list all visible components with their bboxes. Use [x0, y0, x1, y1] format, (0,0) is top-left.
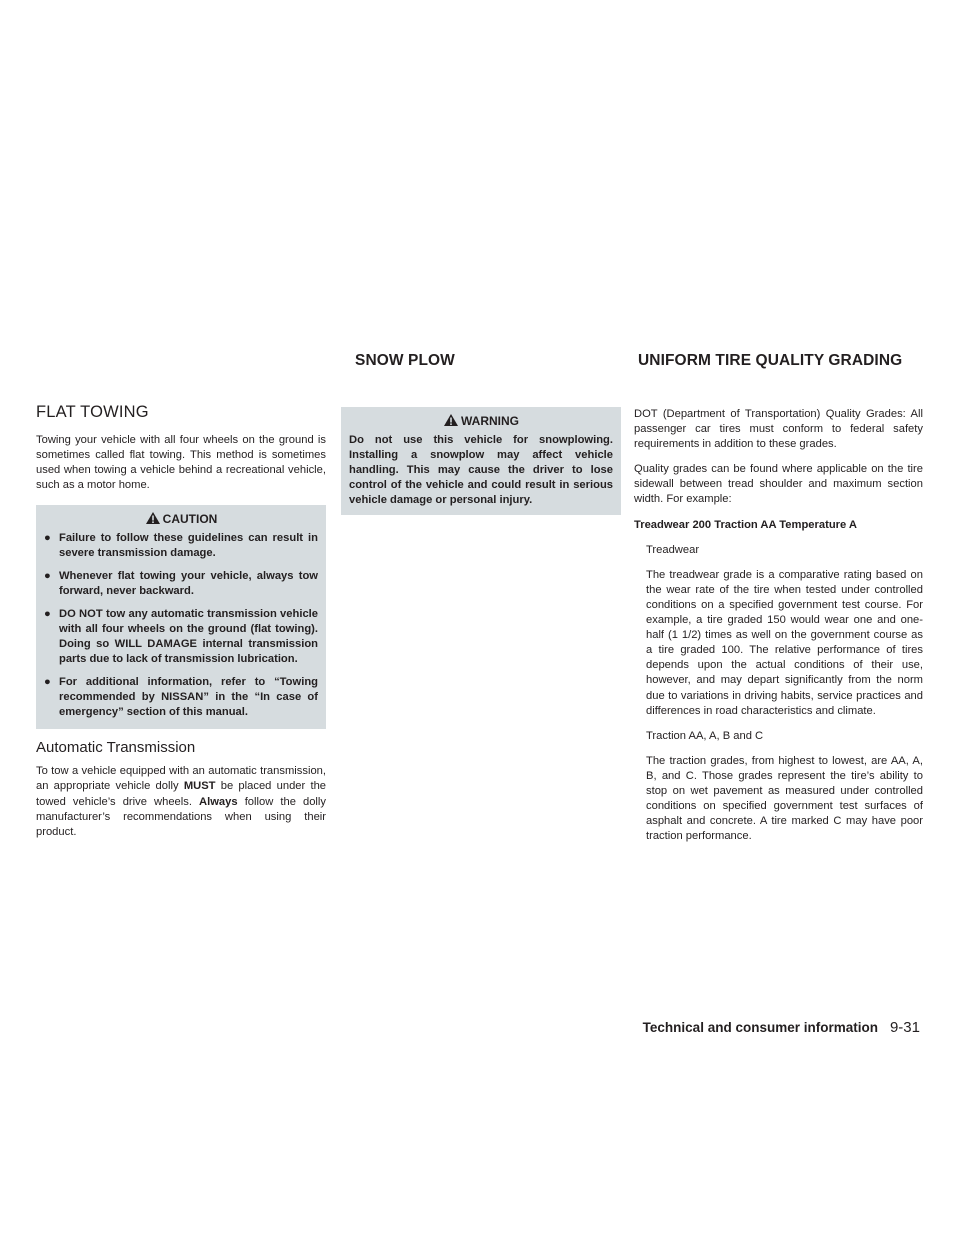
warning-triangle-icon: [145, 511, 161, 525]
warning-text: Do not use this vehicle for snowplowing. Installing a snowplow may affect vehicle handling. This may cause the driver to lose control of the vehicle and could result in serious vehicle damage or personal injury.: [349, 434, 613, 507]
caution-item: [44, 531, 318, 561]
bullet-icon: ●: [44, 570, 51, 583]
treadwear-head: Treadwear: [646, 543, 700, 556]
bullet-icon: ●: [44, 532, 51, 545]
para-must: MUST: [183, 780, 216, 793]
quality-grades-paragraph: Quality grades can be found where applicable on the tire sidewall between tread shoulder and maximum section width. For example:: [634, 463, 923, 506]
caution-box: [36, 505, 326, 729]
flat-towing-title: FLAT TOWING: [36, 403, 149, 421]
page-number: 9-31: [889, 1019, 920, 1036]
warning-header: [349, 411, 613, 433]
traction-head: Traction AA, A, B and C: [646, 729, 764, 742]
bullet-icon: ●: [44, 676, 51, 689]
section-header-tire-grading: UNIFORM TIRE QUALITY GRADING: [638, 352, 903, 369]
para-text: To tow a vehicle equipped with an automatic transmission, an appropriate vehicle dolly: [36, 765, 326, 793]
caution-item-text: Failure to follow these guidelines can result in severe transmission damage.: [59, 532, 318, 560]
para-text: follow the dolly manufacturer’s recommendations when using their product.: [36, 795, 327, 838]
automatic-transmission-subhead: Automatic Transmission: [36, 739, 196, 757]
warning-title: WARNING: [461, 414, 519, 428]
section-header-snow-plow: SNOW PLOW: [355, 352, 455, 369]
caution-item-text: DO NOT tow any automatic transmission vehicle with all four wheels on the ground (flat towing). Doing so WILL DAMAGE internal transmission parts due to lack of transmission lubrication.: [59, 608, 318, 666]
grade-example: Treadwear 200 Traction AA Temperature A: [634, 518, 857, 531]
column-flat-towing: [36, 390, 326, 850]
warning-box: [341, 407, 621, 515]
para-always: Always: [199, 795, 238, 808]
automatic-transmission-paragraph: [36, 764, 326, 839]
traction-text: The traction grades, from highest to lowest, are AA, A, B, and C. Those grades represent the tire’s ability to stop on wet pavement as measured under controlled conditions on specified government test surfaces of asphalt and concrete. A tire marked C may have poor traction performance.: [646, 754, 923, 843]
caution-title: CAUTION: [162, 512, 218, 527]
caution-item-text: Whenever flat towing your vehicle, always tow forward, never backward.: [59, 570, 318, 598]
footer-title: Technical and consumer information: [642, 1020, 878, 1035]
warning-triangle-icon: [443, 413, 459, 427]
caution-header: [44, 509, 318, 531]
column-tire-grading: [634, 407, 923, 854]
caution-item: [44, 569, 318, 599]
caution-item-text: For additional information, refer to “Towing recommended by NISSAN” in the “In case of emergency” section of this manual.: [59, 676, 318, 719]
treadwear-text: The treadwear grade is a comparative rating based on the wear rate of the tire when tested under controlled conditions on a specified government test course. For example, a tire graded 150 would wear one and one-half (1 1/2) times as well on the government course as a tire graded 100. The relative performance of tires depends upon the actual conditions of their use, however, and may depart significantly from the norm due to variations in driving habits, service practices and differences in road characteristics and climate.: [646, 568, 923, 717]
bullet-icon: ●: [44, 608, 51, 621]
caution-item: [44, 675, 318, 720]
caution-item: [44, 607, 318, 667]
column-snow-plow: [341, 407, 621, 525]
para-text: be placed under the towed vehicle’s drive wheels.: [36, 780, 327, 808]
caution-list: [44, 531, 318, 720]
page-footer: [643, 1019, 920, 1036]
dot-grades-paragraph: DOT (Department of Transportation) Quality Grades: All passenger car tires must conform to federal safety requirements in addition to these grades.: [634, 408, 923, 451]
flat-towing-intro: Towing your vehicle with all four wheels on the ground is sometimes called flat towing. This method is sometimes used when towing a vehicle behind a recreational vehicle, such as a motor home.: [36, 434, 326, 492]
